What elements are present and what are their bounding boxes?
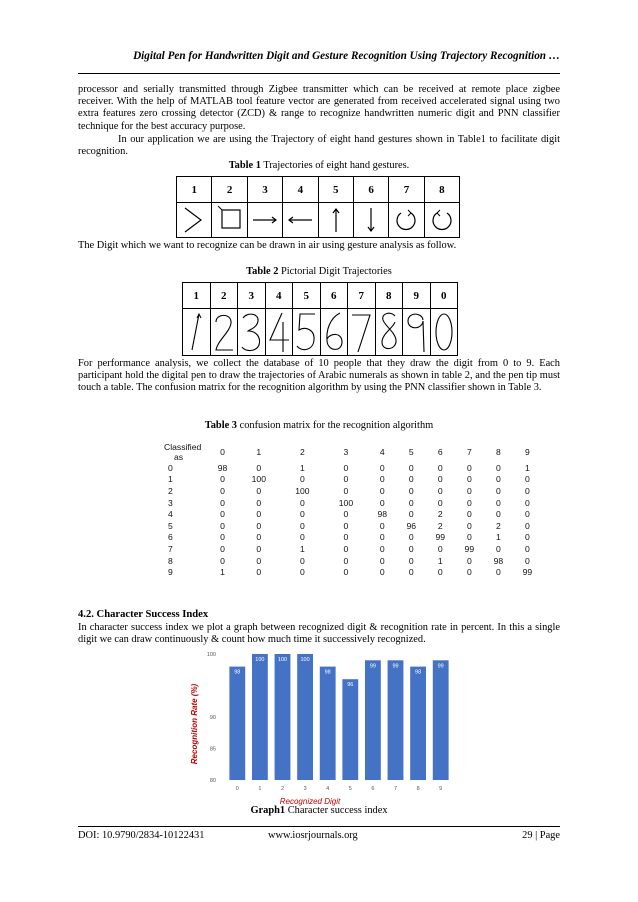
matrix-cell: 0 <box>299 509 305 520</box>
matrix-cell: 0 <box>220 532 225 543</box>
y-tick-label: 85 <box>209 746 216 753</box>
matrix-cell: 0 <box>466 532 472 543</box>
matrix-cell: 0 <box>466 567 472 578</box>
paragraph-performance: For performance analysis, we collect the database of 10 people that they draw the digit from 0 to 9. Each participant hold the digital pen to draw the trajectories of Arabic numerals as shown in table 2, and the pen tip must touch a table. The confusion matrix for the recognition algorithm by using the PNN classifier shown in Table 3. <box>78 358 560 394</box>
matrix-cell: 0 <box>437 497 443 508</box>
circle-counterclockwise-icon <box>391 205 421 235</box>
table1-number: 4 <box>283 177 318 203</box>
paragraph-digit-intro: The Digit which we want to recognize can be drawn in air using gesture analysis as follow. <box>78 240 457 251</box>
matrix-cell: 0 <box>379 520 385 531</box>
matrix-cell: 0 <box>343 462 349 473</box>
column-header: 3 <box>343 447 349 457</box>
matrix-cell: 0 <box>408 462 414 473</box>
matrix-cell: 0 <box>525 520 530 531</box>
matrix-cell: 0 <box>343 555 349 566</box>
x-tick-label: 7 <box>393 786 398 792</box>
digit-8-cell <box>375 309 403 356</box>
row-header: 4 <box>168 509 173 520</box>
x-tick-label: 0 <box>235 786 239 792</box>
table2-number: 3 <box>238 283 266 309</box>
matrix-cell: 0 <box>525 555 530 566</box>
bar <box>252 654 268 780</box>
matrix-cell: 0 <box>256 555 262 566</box>
matrix-cell: 0 <box>343 567 349 578</box>
confusion-matrix-row <box>162 497 542 509</box>
digit-zero-trajectory-icon <box>432 310 456 354</box>
table2-number: 5 <box>293 283 321 309</box>
matrix-cell: 2 <box>495 520 501 531</box>
matrix-cell: 0 <box>495 497 501 508</box>
bar <box>229 667 245 780</box>
table1-number: 5 <box>318 177 353 203</box>
matrix-cell: 0 <box>379 497 385 508</box>
bar-data-label: 96 <box>347 682 354 689</box>
header-rule <box>78 73 560 74</box>
circle-clockwise-icon <box>427 205 457 235</box>
arrow-down-icon <box>356 205 386 235</box>
matrix-cell: 99 <box>522 567 533 578</box>
table1-number: 6 <box>353 177 388 203</box>
matrix-cell: 0 <box>299 474 305 485</box>
x-tick-label: 8 <box>416 786 420 792</box>
matrix-cell: 0 <box>408 497 414 508</box>
table2-caption-label: Table 2 <box>246 266 279 277</box>
footer-site: www.iosrjournals.org <box>268 830 358 841</box>
matrix-cell: 0 <box>408 474 414 485</box>
column-header: 5 <box>408 447 414 457</box>
row-header: 3 <box>168 497 173 508</box>
bar-data-label: 100 <box>255 657 265 663</box>
table2-number: 8 <box>375 283 403 309</box>
table1-number: 1 <box>177 177 212 203</box>
digit-4-cell <box>265 309 293 356</box>
digit-6-cell <box>320 309 348 356</box>
column-header: 4 <box>379 447 385 457</box>
matrix-cell: 0 <box>256 567 262 578</box>
table1-caption-label: Table 1 <box>228 160 261 171</box>
matrix-cell: 0 <box>437 567 443 578</box>
matrix-cell: 0 <box>220 543 225 554</box>
x-axis-label: Recognized Digit <box>279 797 341 806</box>
arrow-right-icon <box>250 205 280 235</box>
matrix-cell: 1 <box>220 567 225 578</box>
confusion-matrix-row <box>162 566 542 578</box>
matrix-cell: 2 <box>437 520 443 531</box>
bar <box>297 654 313 780</box>
matrix-cell: 0 <box>379 532 385 543</box>
x-tick-label: 3 <box>303 786 307 792</box>
matrix-cell: 0 <box>379 555 385 566</box>
graph-caption <box>78 805 560 816</box>
digit-1-cell <box>183 309 211 356</box>
matrix-cell: 0 <box>408 567 414 578</box>
matrix-cell: 0 <box>525 532 530 543</box>
gesture-8-cell <box>424 203 459 238</box>
gesture-chevron-icon <box>179 205 209 235</box>
matrix-cell: 0 <box>220 474 225 485</box>
matrix-cell: 0 <box>343 532 349 543</box>
paragraph-intro: processor and serially transmitted through Zigbee transmitter which can be received at remote place zigbee receiver. With the help of MATLAB tool feature vector are generated from received accelerated signal using two extra features zero crossing detector (ZCD) & range to recognize handwritten numeric digit and PNN classifier technique for the best accuracy purpose. <box>78 84 560 132</box>
matrix-cell: 0 <box>220 485 225 496</box>
matrix-cell: 0 <box>408 543 414 554</box>
matrix-cell: 0 <box>379 474 385 485</box>
matrix-cell: 0 <box>379 543 385 554</box>
matrix-cell: 0 <box>525 509 530 520</box>
table2-number: 6 <box>320 283 348 309</box>
table2-number: 1 <box>183 283 211 309</box>
matrix-cell: 0 <box>299 567 305 578</box>
row-header: 0 <box>168 462 173 473</box>
matrix-cell: 0 <box>343 474 349 485</box>
bar-data-label: 100 <box>300 657 310 663</box>
matrix-cell: 100 <box>251 474 266 485</box>
bar <box>365 660 381 780</box>
table1-caption <box>78 160 560 171</box>
digit-nine-trajectory-icon <box>404 310 428 354</box>
bar-data-label: 99 <box>392 663 399 670</box>
matrix-cell: 0 <box>256 462 262 473</box>
matrix-cell: 0 <box>220 555 225 566</box>
row-header: 7 <box>168 543 173 554</box>
matrix-cell: 1 <box>299 462 305 473</box>
gesture-2-cell <box>212 203 247 238</box>
x-tick-label: 4 <box>326 786 330 792</box>
matrix-cell: 100 <box>295 485 310 496</box>
matrix-cell: 0 <box>408 509 414 520</box>
table1-trajectory-row <box>177 203 460 238</box>
row-header: 6 <box>168 532 173 543</box>
matrix-cell: 2 <box>437 509 443 520</box>
matrix-cell: 0 <box>495 462 501 473</box>
gesture-square-icon <box>215 205 245 235</box>
bar-data-label: 99 <box>369 663 376 670</box>
matrix-cell: 0 <box>343 543 349 554</box>
bar-data-label: 98 <box>324 669 331 676</box>
table1-number: 7 <box>389 177 424 203</box>
matrix-cell: 99 <box>464 543 475 554</box>
column-header: 7 <box>466 447 472 457</box>
bar <box>342 679 358 780</box>
matrix-cell: 0 <box>466 555 472 566</box>
footer-rule <box>78 826 560 827</box>
section-title: 4.2. Character Success Index <box>78 609 209 620</box>
matrix-cell: 0 <box>466 485 472 496</box>
table1-number: 2 <box>212 177 247 203</box>
column-header: 0 <box>220 447 225 457</box>
as-label: as <box>174 452 184 462</box>
digit-one-trajectory-icon <box>184 310 208 354</box>
table2-number: 9 <box>403 283 431 309</box>
digit-0-cell <box>430 309 458 356</box>
x-tick-label: 6 <box>371 786 375 792</box>
gesture-1-cell <box>177 203 212 238</box>
table3-caption-text: confusion matrix for the recognition algorithm <box>237 420 434 431</box>
matrix-cell: 1 <box>495 532 501 543</box>
matrix-cell: 0 <box>525 485 530 496</box>
matrix-cell: 0 <box>495 567 501 578</box>
table1-number: 3 <box>247 177 282 203</box>
digit-three-trajectory-icon <box>239 310 263 354</box>
matrix-cell: 0 <box>299 532 305 543</box>
matrix-cell: 0 <box>220 509 225 520</box>
matrix-cell: 0 <box>343 509 349 520</box>
matrix-cell: 100 <box>338 497 354 508</box>
matrix-cell: 0 <box>466 520 472 531</box>
confusion-matrix <box>162 442 542 578</box>
matrix-cell: 0 <box>256 543 262 554</box>
matrix-cell: 0 <box>256 520 262 531</box>
paragraph-table1-intro: In our application we are using the Trajectory of eight hand gestures shown in Table1 to facilitate digit recognition. <box>78 134 560 158</box>
row-header: 8 <box>168 555 173 566</box>
confusion-matrix-body <box>162 462 542 578</box>
row-header: 5 <box>168 520 173 531</box>
digit-7-cell <box>348 309 376 356</box>
paper-page <box>78 0 560 902</box>
matrix-cell: 0 <box>495 509 501 520</box>
matrix-cell: 0 <box>437 462 443 473</box>
matrix-cell: 0 <box>379 567 385 578</box>
digit-four-trajectory-icon <box>267 310 291 354</box>
confusion-matrix-row <box>162 462 542 474</box>
table2-caption-text: Pictorial Digit Trajectories <box>278 266 392 277</box>
confusion-matrix-row <box>162 520 542 532</box>
matrix-cell: 0 <box>495 485 501 496</box>
y-tick-label: 80 <box>209 778 216 784</box>
digit-five-trajectory-icon <box>294 310 318 354</box>
x-tick-label: 5 <box>348 786 352 792</box>
confusion-matrix-row <box>162 508 542 520</box>
gesture-5-cell <box>318 203 353 238</box>
table2-caption <box>78 266 560 277</box>
matrix-cell: 0 <box>220 497 225 508</box>
matrix-cell: 0 <box>299 555 305 566</box>
matrix-cell: 0 <box>466 497 472 508</box>
digit-eight-trajectory-icon <box>377 310 401 354</box>
footer-page: 29 | Page <box>522 830 560 841</box>
bar-data-label: 99 <box>437 663 444 670</box>
column-header: 8 <box>495 447 501 457</box>
table1-number-row <box>177 177 460 203</box>
digit-2-cell <box>210 309 238 356</box>
table3-caption <box>78 420 560 431</box>
bar <box>410 667 426 780</box>
gesture-6-cell <box>353 203 388 238</box>
table2-number: 7 <box>348 283 376 309</box>
graph-caption-text: Character success index <box>285 805 388 816</box>
digit-two-trajectory-icon <box>212 310 236 354</box>
confusion-matrix-row <box>162 474 542 486</box>
bar-data-label: 98 <box>234 669 241 676</box>
arrow-up-icon <box>321 205 351 235</box>
matrix-cell: 0 <box>466 509 472 520</box>
matrix-cell: 0 <box>256 532 262 543</box>
row-header: 9 <box>168 567 173 578</box>
x-tick-label: 2 <box>280 786 285 792</box>
matrix-cell: 0 <box>437 543 443 554</box>
matrix-cell: 1 <box>437 555 443 566</box>
matrix-cell: 0 <box>256 485 262 496</box>
matrix-cell: 0 <box>343 485 349 496</box>
footer-doi: DOI: 10.9790/2834-10122431 <box>78 830 205 841</box>
y-axis-ticks <box>207 652 216 784</box>
matrix-cell: 0 <box>525 497 530 508</box>
x-tick-label: 9 <box>439 786 443 792</box>
digit-5-cell <box>293 309 321 356</box>
matrix-cell: 0 <box>495 474 501 485</box>
y-axis-label: Recognition Rate (%) <box>190 683 199 765</box>
bar <box>320 667 336 780</box>
row-header: 1 <box>168 474 173 485</box>
digit-seven-trajectory-icon <box>349 310 373 354</box>
matrix-cell: 0 <box>256 509 262 520</box>
matrix-cell: 0 <box>299 497 305 508</box>
y-tick-label: 100 <box>206 652 216 658</box>
matrix-cell: 98 <box>377 509 388 520</box>
table3-caption-label: Table 3 <box>204 420 237 431</box>
column-header: 2 <box>299 447 305 457</box>
table2-number: 2 <box>210 283 238 309</box>
bar <box>433 660 449 780</box>
y-tick-label: 90 <box>209 715 216 721</box>
matrix-cell: 0 <box>408 485 414 496</box>
digit-3-cell <box>238 309 266 356</box>
bar-data-label: 100 <box>277 657 288 663</box>
matrix-cell: 0 <box>299 520 305 531</box>
matrix-cell: 96 <box>406 520 417 531</box>
bar-data-label: 98 <box>415 669 422 676</box>
matrix-cell: 0 <box>343 520 349 531</box>
bar <box>275 654 291 780</box>
running-head: Digital Pen for Handwritten Digit and Gesture Recognition Using Trajectory Recognition … <box>133 50 560 62</box>
table2-digits <box>182 282 458 356</box>
matrix-cell: 0 <box>437 485 443 496</box>
column-header: 9 <box>525 447 530 457</box>
matrix-cell: 0 <box>437 474 443 485</box>
confusion-matrix-row <box>162 485 542 497</box>
confusion-matrix-header-row <box>162 442 542 462</box>
confusion-matrix-row <box>162 532 542 544</box>
table1-caption-text: Trajectories of eight hand gestures. <box>260 160 410 171</box>
matrix-cell: 0 <box>408 532 414 543</box>
confusion-matrix-row <box>162 555 542 567</box>
matrix-cell: 0 <box>256 497 262 508</box>
x-axis-ticks <box>236 786 442 792</box>
row-header: 2 <box>168 485 173 496</box>
matrix-cell: 99 <box>435 532 446 543</box>
matrix-cell: 0 <box>379 485 385 496</box>
matrix-cell: 98 <box>217 462 228 473</box>
matrix-cell: 0 <box>466 462 472 473</box>
matrix-cell: 0 <box>408 555 414 566</box>
x-tick-label: 1 <box>258 786 262 792</box>
table1-gestures <box>176 176 460 238</box>
table2-trajectory-row <box>183 309 458 356</box>
matrix-cell: 0 <box>220 520 225 531</box>
matrix-cell: 1 <box>525 462 530 473</box>
table2-number: 0 <box>430 283 458 309</box>
table2-number: 4 <box>265 283 293 309</box>
matrix-cell: 0 <box>525 474 530 485</box>
table1-number: 8 <box>424 177 459 203</box>
matrix-cell: 1 <box>299 543 305 554</box>
paragraph-success-index: In character success index we plot a graph between recognized digit & recognition rate in percent. In this a single digit we can draw continuously & count how much time it successively recognized. <box>78 622 560 646</box>
graph-caption-label: Graph1 <box>250 805 286 816</box>
gesture-4-cell <box>283 203 318 238</box>
bar <box>388 660 404 780</box>
column-header: 1 <box>256 447 262 457</box>
confusion-matrix-corner-label <box>162 442 208 462</box>
digit-six-trajectory-icon <box>322 310 346 354</box>
digit-9-cell <box>403 309 431 356</box>
confusion-matrix-row <box>162 543 542 555</box>
bar-chart <box>180 648 470 808</box>
matrix-cell: 0 <box>379 462 385 473</box>
matrix-cell: 0 <box>525 543 530 554</box>
gesture-7-cell <box>389 203 424 238</box>
column-header: 6 <box>437 447 443 457</box>
classified-label: Classified <box>164 442 202 452</box>
matrix-cell: 0 <box>495 543 501 554</box>
arrow-left-icon <box>285 205 315 235</box>
matrix-cell: 98 <box>493 555 504 566</box>
matrix-cell: 0 <box>466 474 472 485</box>
table2-number-row <box>183 283 458 309</box>
gesture-3-cell <box>247 203 282 238</box>
